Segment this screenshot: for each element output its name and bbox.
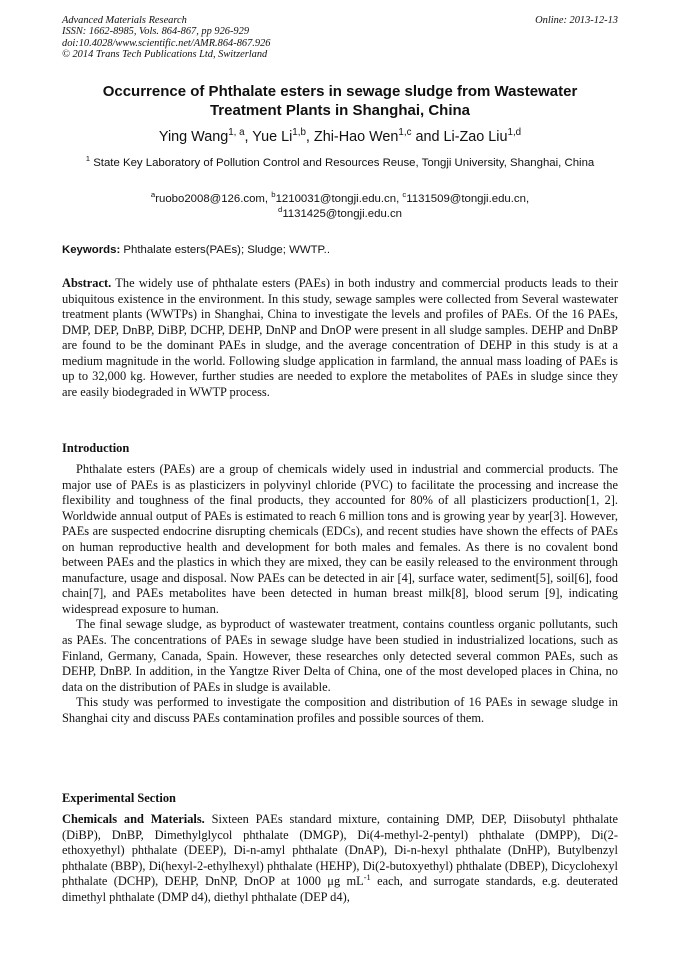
author-name: Yue Li — [252, 129, 293, 145]
doi-line: doi:10.4028/www.scientific.net/AMR.864-867.926 — [62, 37, 271, 49]
author-affil-mark: 1,b — [292, 127, 306, 139]
affiliation-text: State Key Laboratory of Pollution Control and Resources Reuse, Tongji University, Shanghai, China — [90, 157, 595, 169]
subsection-label: Chemicals and Materials. — [62, 812, 205, 826]
abstract — [62, 276, 618, 400]
email-address: 1131509@tongji.edu.cn, — [406, 193, 530, 205]
email-mark: b — [271, 190, 276, 200]
author-affil-mark: 1, a — [228, 127, 245, 139]
author-name: Zhi-Hao Wen — [313, 129, 399, 145]
paragraph: The final sewage sludge, as byproduct of wastewater treatment, contains countless organic pollutants, such as PAEs. The concentrations of PAEs in sewage sludge have been studied in industrialized locations, such as Finland, Germany, Canada, Spain. However, these researches only detected several common PAEs, such as DEHP, DnBP. In addition, in the Yangtze River Delta of China, one of the most developed places in China, no data on the distribution of PAEs in sludge is available. — [62, 617, 618, 694]
email-address: 1210031@tongji.edu.cn, — [275, 193, 403, 205]
issn-line: ISSN: 1662-8985, Vols. 864-867, pp 926-929 — [62, 26, 250, 38]
author-separator: , — [305, 129, 314, 145]
email-address: 1131425@tongji.edu.cn — [282, 208, 402, 220]
author-separator: and — [411, 129, 444, 145]
author-name: Li-Zao Liu — [443, 129, 508, 145]
author-separator: , — [244, 129, 253, 145]
email-mark: d — [278, 205, 283, 215]
paragraph: Phthalate esters (PAEs) are a group of chemicals widely used in industrial and commercial products. The major use of PAEs is as plasticizers in polyvinyl chloride (PVC) to facilitate the processing and increase the flexibility and toughness of the final products, they accounted for 80% of all plasticizers production[1, 2]. Worldwide annual output of PAEs is estimated to reach 6 million tons and is growing year by year[3]. However, PAEs are suspected endocrine disrupting chemicals (EDCs), and recent studies have shown the effects of PAEs on human reproductive health and development for both males and females. As there is no covalent bond between PAEs and the plastics in which they are mixed, they can be easily released to the environment through manufacture, usage and disposal. Now PAEs can be detected in air [4], surface water, sediment[5], soil[6], food chain[7], and PAEs metabolites have been detected in human breast milk[8], blood serum [9], indicating widespread exposure to human. — [62, 462, 618, 616]
abstract-label: Abstract. — [62, 276, 112, 290]
copyright-line: © 2014 Trans Tech Publications Ltd, Switzerland — [62, 49, 268, 61]
paper-title — [62, 82, 618, 120]
paragraph-text: Sixteen PAEs standard mixture, containing DMP, DEP, Diisobutyl phthalate (DiBP), DnBP, Dimethylglycol phthalate (DMGP), Di(4-methyl-2-pentyl) phthalate (DMPP), Di(2-ethoxyethyl) phthalate (DEEP), Di-n-amyl phthalate (DnAP), Di-n-hexyl phthalate (DnHP), Butylbenzyl phthalate (BBP), Di(hexyl-2-ethylhexyl) phthalate (HEHP), Di(2-butoxyethyl) phthalate (DBEP), Dicyclohexyl phthalate (DCHP), DEHP, DnNP, DnOP at 1000 μg mL — [62, 812, 618, 889]
affiliation — [62, 156, 618, 172]
author-affil-mark: 1,c — [398, 127, 412, 139]
unit-exponent: -1 — [363, 872, 371, 883]
keywords — [62, 243, 618, 257]
email-mark: a — [150, 190, 156, 200]
introduction-section — [62, 462, 618, 726]
section-heading-introduction: Introduction — [62, 441, 130, 455]
keywords-text: Phthalate esters(PAEs); Sludge; WWTP.. — [120, 244, 330, 256]
author-emails — [62, 192, 618, 222]
section-heading-experimental: Experimental Section — [62, 791, 176, 805]
author-list — [62, 128, 618, 146]
abstract-text: The widely use of phthalate esters (PAEs) in both industry and commercial products leads to their ubiquitous existence in the environment. In this study, sewage samples were collected from Several wastewater treatment plants (WWTPs) in Shanghai, China to investigate the levels and profiles of PAEs. Of the 16 PAEs, DMP, DEP, DnBP, DiBP, DCHP, DEHP, DnNP and DnOP were present in all sludge samples. DEHP and DnBP are found to be the dominant PAEs in sludge, and the average concentration of DEHP in this study is at a medium magnitude in the world. Following sludge application in farmland, the annual mass loading of PAEs is up to 32,000 kg. However, further studies are needed to explore the metabolites of PAEs in sludge since they are easily biodegraded in WWTP process. — [62, 276, 618, 399]
paragraph-text: each, and surrogate standards, e.g. deuterated dimethyl phthalate (DMP d4), diethyl phthalate (DEP d4), — [62, 874, 618, 904]
keywords-label: Keywords: — [62, 244, 121, 256]
email-mark: c — [402, 190, 407, 200]
author-name: Ying Wang — [158, 129, 229, 145]
email-address: ruobo2008@126.com, — [155, 193, 272, 205]
affiliation-mark: 1 — [85, 154, 91, 164]
journal-header — [62, 15, 618, 61]
online-date: Online: 2013-12-13 — [535, 15, 618, 26]
title-line-2: Treatment Plants in Shanghai, China — [209, 102, 471, 119]
title-line-1: Occurrence of Phthalate esters in sewage sludge from Wastewater — [102, 83, 578, 100]
paragraph: This study was performed to investigate the composition and distribution of 16 PAEs in sewage sludge in Shanghai city and discuss PAEs contamination profiles and possible sources of them. — [62, 695, 618, 725]
chemicals-materials-paragraph — [62, 812, 618, 905]
author-affil-mark: 1,d — [507, 127, 522, 139]
journal-name: Advanced Materials Research — [62, 15, 187, 26]
